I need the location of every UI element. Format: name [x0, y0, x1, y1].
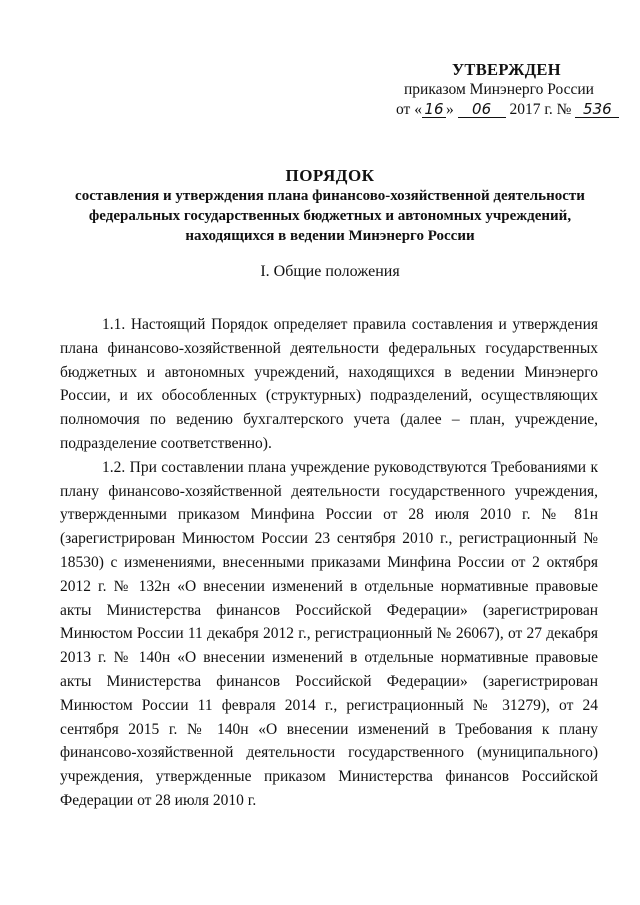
title-line-3: находящихся в ведении Минэнерго России [185, 228, 475, 244]
title-main: ПОРЯДОК [285, 166, 375, 185]
paragraph-1-2: 1.2. При составлении плана учреждение руководствуются Требованиями к плану финансово-хозяйственной деятельности государственного учреждения, утвержденными приказом Минфина России от 28 июля 2010 г. № 81н (зарегистрирован Минюстом России 23 сентября 2010 г., регистрационный № 18530) с изменениями, внесенными приказами Минфина России от 2 октября 2012 г. № 132н «О внесении изменений в отдельные нормативные правовые акты Министерства финансов Российской Федерации» (зарегистрирован Минюстом России 11 декабря 2012 г., регистрационный № 26067), от 27 декабря 2013 г. № 140н «О внесении изменений в отдельные нормативные правовые акты Министерства финансов Российской Федерации» (зарегистрирован Минюстом России 11 февраля 2014 г., регистрационный № 31279), от 24 сентября 2015 г. № 140н «О внесении изменений в Требования к плану финансово-хозяйственной деятельности государственного (муниципального) учреждения, утвержденные приказом Министерства финансов Российской Федерации от 28 июля 2010 г. [60, 458, 598, 809]
approved-label: УТВЕРЖДЕН [452, 60, 561, 79]
approval-date-line [396, 100, 616, 120]
section-heading: I. Общие положения [260, 263, 400, 280]
year-text: 2017 г. № [509, 101, 572, 118]
date-prefix: от « [396, 101, 422, 118]
order-of-label: приказом Минэнерго России [404, 81, 594, 98]
handwritten-order-number: 536 [575, 101, 619, 118]
approval-stamp [396, 60, 616, 120]
paragraph-1-1: 1.1. Настоящий Порядок определяет правила составления и утверждения плана финансово-хозяйственной деятельности федеральных государственных бюджетных и автономных учреждений, находящихся в ведении Минэнерго России, и их обособленных (структурных) подразделений, осуществляющих полномочия по ведению бухгалтерского учета (далее – план, учреждение, подразделение соответственно). [60, 316, 598, 452]
handwritten-month: 06 [458, 101, 506, 118]
title-line-2: федеральных государственных бюджетных и автономных учреждений, [88, 208, 572, 224]
document-title [60, 166, 600, 246]
title-line-1: составления и утверждения плана финансово-хозяйственной деятельности [75, 188, 585, 204]
handwritten-day: 16 [422, 101, 446, 118]
date-mid: » [445, 101, 454, 118]
document-body [60, 313, 598, 813]
